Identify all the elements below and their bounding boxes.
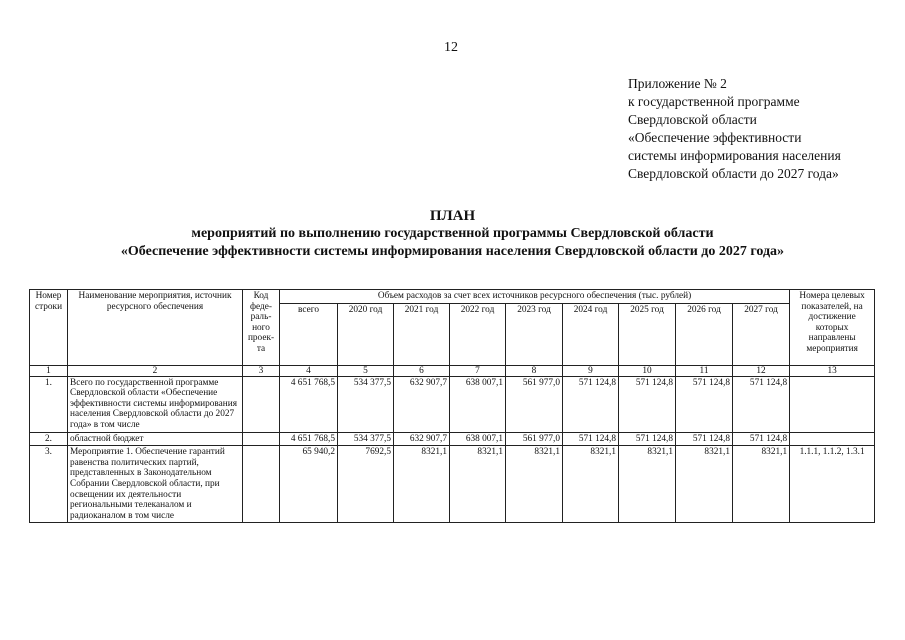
column-number: 1 [30, 365, 68, 376]
column-number: 5 [338, 365, 394, 376]
header-total: всего [280, 303, 338, 365]
header-expenses-group: Объем расходов за счет всех источников ресурсного обеспечения (тыс. рублей) [280, 290, 790, 304]
column-number: 7 [450, 365, 506, 376]
column-number: 6 [394, 365, 450, 376]
appendix-line: системы информирования населения [628, 148, 841, 163]
row-name: Всего по государственной программе Свердловской области «Обеспечение эффективности системы информирования населения Свердловской области до 2027 года» в том числе [68, 376, 243, 432]
header-year: 2027 год [733, 303, 790, 365]
row-total: 4 651 768,5 [280, 376, 338, 432]
appendix-line: Свердловской области до 2027 года» [628, 166, 839, 181]
table-row [30, 376, 875, 432]
plan-subtitle-line2: «Обеспечение эффективности системы информирования населения Свердловской области до 2027 года» [120, 244, 785, 259]
appendix-line: Свердловской области [628, 112, 757, 127]
row-year-value: 534 377,5 [338, 376, 394, 432]
row-federal-code [243, 446, 280, 523]
row-year-value: 8321,1 [619, 446, 676, 523]
appendix-note [628, 75, 898, 183]
row-year-value: 571 124,8 [619, 376, 676, 432]
page-number: 12 [444, 40, 458, 55]
column-number: 9 [563, 365, 619, 376]
row-targets [790, 432, 875, 446]
column-number: 11 [676, 365, 733, 376]
row-year-value: 534 377,5 [338, 432, 394, 446]
row-number: 3. [30, 446, 68, 523]
row-year-value: 8321,1 [676, 446, 733, 523]
row-total: 4 651 768,5 [280, 432, 338, 446]
row-year-value: 571 124,8 [733, 376, 790, 432]
header-year: 2021 год [394, 303, 450, 365]
row-year-value: 571 124,8 [676, 376, 733, 432]
row-year-value: 8321,1 [450, 446, 506, 523]
row-year-value: 8321,1 [506, 446, 563, 523]
appendix-line: «Обеспечение эффективности [628, 130, 802, 145]
header-year: 2023 год [506, 303, 563, 365]
column-number: 8 [506, 365, 563, 376]
header-year: 2022 год [450, 303, 506, 365]
row-year-value: 7692,5 [338, 446, 394, 523]
plan-heading [0, 207, 905, 261]
row-year-value: 561 977,0 [506, 432, 563, 446]
column-number: 2 [68, 365, 243, 376]
header-name: Наименование мероприятия, источник ресурсного обеспечения [68, 290, 243, 366]
header-federal-code: Код феде-раль-ного проек-та [243, 290, 280, 366]
appendix-line: Приложение № 2 [628, 76, 727, 91]
column-number: 3 [243, 365, 280, 376]
column-number: 4 [280, 365, 338, 376]
header-year: 2026 год [676, 303, 733, 365]
row-number: 1. [30, 376, 68, 432]
header-year: 2024 год [563, 303, 619, 365]
column-number: 12 [733, 365, 790, 376]
row-number: 2. [30, 432, 68, 446]
row-year-value: 571 124,8 [676, 432, 733, 446]
row-year-value: 561 977,0 [506, 376, 563, 432]
header-year: 2020 год [338, 303, 394, 365]
row-year-value: 8321,1 [733, 446, 790, 523]
row-year-value: 8321,1 [394, 446, 450, 523]
row-name: областной бюджет [68, 432, 243, 446]
column-number: 13 [790, 365, 875, 376]
row-federal-code [243, 376, 280, 432]
row-targets [790, 376, 875, 432]
row-year-value: 571 124,8 [619, 432, 676, 446]
row-year-value: 632 907,7 [394, 376, 450, 432]
column-number: 10 [619, 365, 676, 376]
plan-subtitle-line1: мероприятий по выполнению государственной программы Свердловской области [191, 226, 714, 241]
row-year-value: 571 124,8 [563, 432, 619, 446]
header-year: 2025 год [619, 303, 676, 365]
header-target-numbers: Номера целевых показателей, на достижение которых направлены мероприятия [790, 290, 875, 366]
row-year-value: 638 007,1 [450, 432, 506, 446]
table-row [30, 432, 875, 446]
column-number-row [30, 365, 875, 376]
row-total: 65 940,2 [280, 446, 338, 523]
row-name: Мероприятие 1. Обеспечение гарантий равенства политических партий, представленных в Законодательном Собрании Свердловской области, при освещении их деятельности региональными телеканалом и радиоканалом в том числе [68, 446, 243, 523]
plan-table [29, 289, 875, 523]
appendix-line: к государственной программе [628, 94, 800, 109]
row-year-value: 8321,1 [563, 446, 619, 523]
header-row-number: Номер строки [30, 290, 68, 366]
row-year-value: 638 007,1 [450, 376, 506, 432]
row-year-value: 571 124,8 [563, 376, 619, 432]
row-federal-code [243, 432, 280, 446]
row-year-value: 571 124,8 [733, 432, 790, 446]
row-year-value: 632 907,7 [394, 432, 450, 446]
table-header-row [30, 290, 875, 304]
plan-title: ПЛАН [429, 208, 476, 224]
row-targets: 1.1.1, 1.1.2, 1.3.1 [790, 446, 875, 523]
table-row [30, 446, 875, 523]
